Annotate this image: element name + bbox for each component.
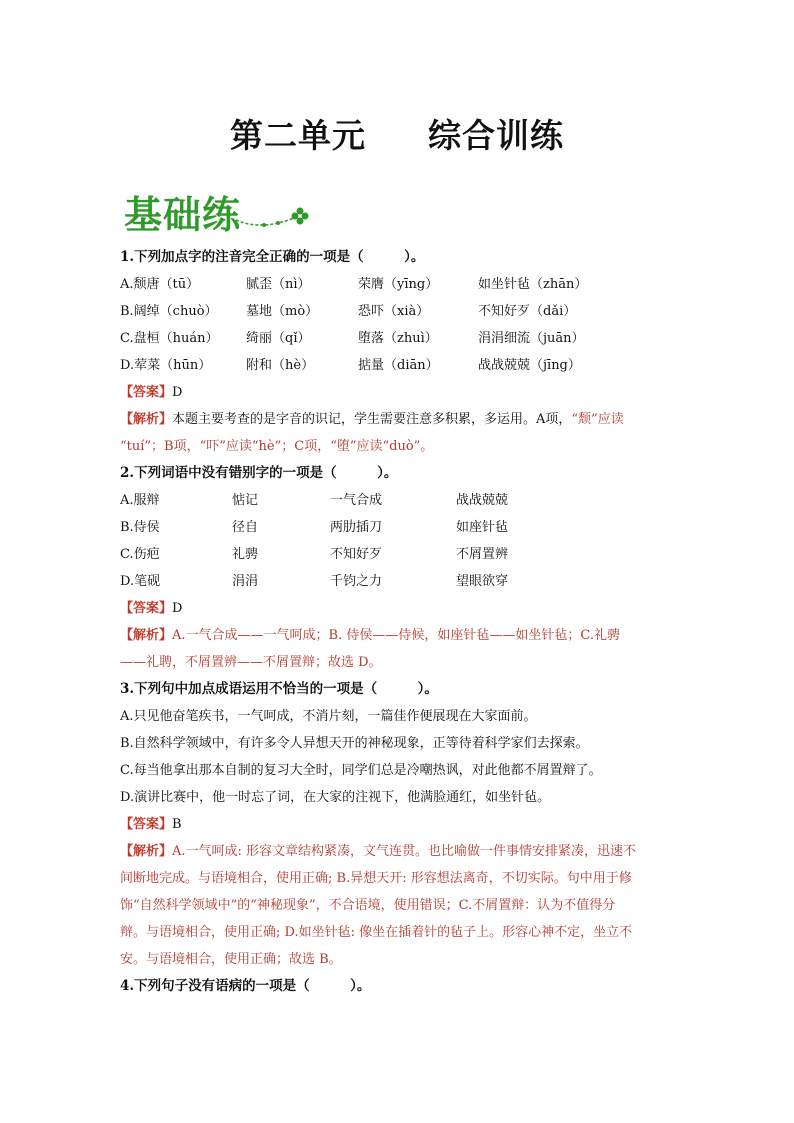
question-4-stem: 4.下列句子没有语病的一项是（ ）。 — [120, 978, 371, 994]
q2-option-b: B.侍侯 径自 两肋插刀 如座针毡 — [120, 520, 509, 535]
vine-decoration-icon — [234, 198, 314, 228]
q3-option-d: D.演讲比赛中，他一时忘了词，在大家的注视下，他满脸通红，如坐针毡。 — [120, 790, 551, 805]
q3-option-b: B.自然科学领域中，有许多令人异想天开的神秘现象，正等待着科学家们去探索。 — [120, 736, 589, 751]
q1-analysis: 【解析】本题主要考查的是字音的识记，学生需要注意多积累，多运用。A项，“颓”应读 “tuí”；B项，“吓”应读“hè”；C项，“堕”应读“duò”。 — [120, 412, 624, 454]
q1-answer: 【答案】D — [120, 385, 183, 400]
q1-option-d: D.荤菜（hūn） 附和（hè） 掂量（diān） 战战兢兢（jīng） — [120, 358, 581, 373]
page-title — [0, 110, 794, 157]
section-banner — [124, 184, 314, 237]
q2-option-d: D.笔砚 涓涓 千钧之力 望眼欲穿 — [120, 574, 509, 589]
question-1-stem: 1.下列加点字的注音完全正确的一项是（ ）。 — [120, 249, 425, 265]
q1-option-b: B.阔绰（chuò） 墓地（mò） 恐吓（xià） 不知好歹（dǎi） — [120, 304, 577, 319]
q2-option-c: C.伤疤 礼骋 不知好歹 不屑置辨 — [120, 547, 509, 562]
q2-analysis: 【解析】A.一气合成——一气呵成；B. 侍侯——侍候，如座针毡——如坐针毡；C.礼骋 ——礼聘，不屑置辨——不屑置辩；故选 D。 — [120, 628, 620, 670]
q3-option-c: C.每当他拿出那本自制的复习大全时，同学们总是冷嘲热讽，对此他都不屑置辩了。 — [120, 763, 602, 778]
q1-option-c: C.盘桓（huán） 绮丽（qǐ） 堕落（zhuì） 涓涓细流（juān） — [120, 331, 585, 346]
q2-option-a: A.服辩 惦记 一气合成 战战兢兢 — [120, 493, 509, 508]
title-unit: 第二单元 — [230, 116, 366, 155]
q3-analysis: 【解析】A.一气呵成: 形容文章结构紧凑，文气连贯。也比喻做一件事情安排紧凑，迅速不 间断地完成。与语境相合，使用正确; B.异想天开: 形容想法离奇，不切实际。句中用于修 饰“自然科学领域中”的“神秘现象”，不合语境，使用错误；C.不屑置辩：认为不值得分 辩。与语境相合，使用正确; D.如坐针毡: 像坐在插着针的毡子上。形容心神不定，坐立不 安。与语境相合，使用正确；故选 B。 — [120, 844, 637, 967]
q3-option-a: A.只见他奋笔疾书，一气呵成，不消片刻，一篇佳作便展现在大家面前。 — [120, 709, 537, 724]
q1-option-a: A.颓唐（tū） 腻歪（nì） 荣膺（yīng） 如坐针毡（zhān） — [120, 277, 588, 292]
title-training: 综合训练 — [428, 116, 564, 155]
question-content — [120, 244, 680, 1000]
q2-answer: 【答案】D — [120, 601, 183, 616]
banner-text: 基础练 — [124, 193, 242, 237]
question-3-stem: 3.下列句中加点成语运用不恰当的一项是（ ）。 — [120, 681, 438, 697]
question-2-stem: 2.下列词语中没有错别字的一项是（ ）。 — [120, 465, 398, 481]
q3-answer: 【答案】B — [120, 817, 182, 832]
